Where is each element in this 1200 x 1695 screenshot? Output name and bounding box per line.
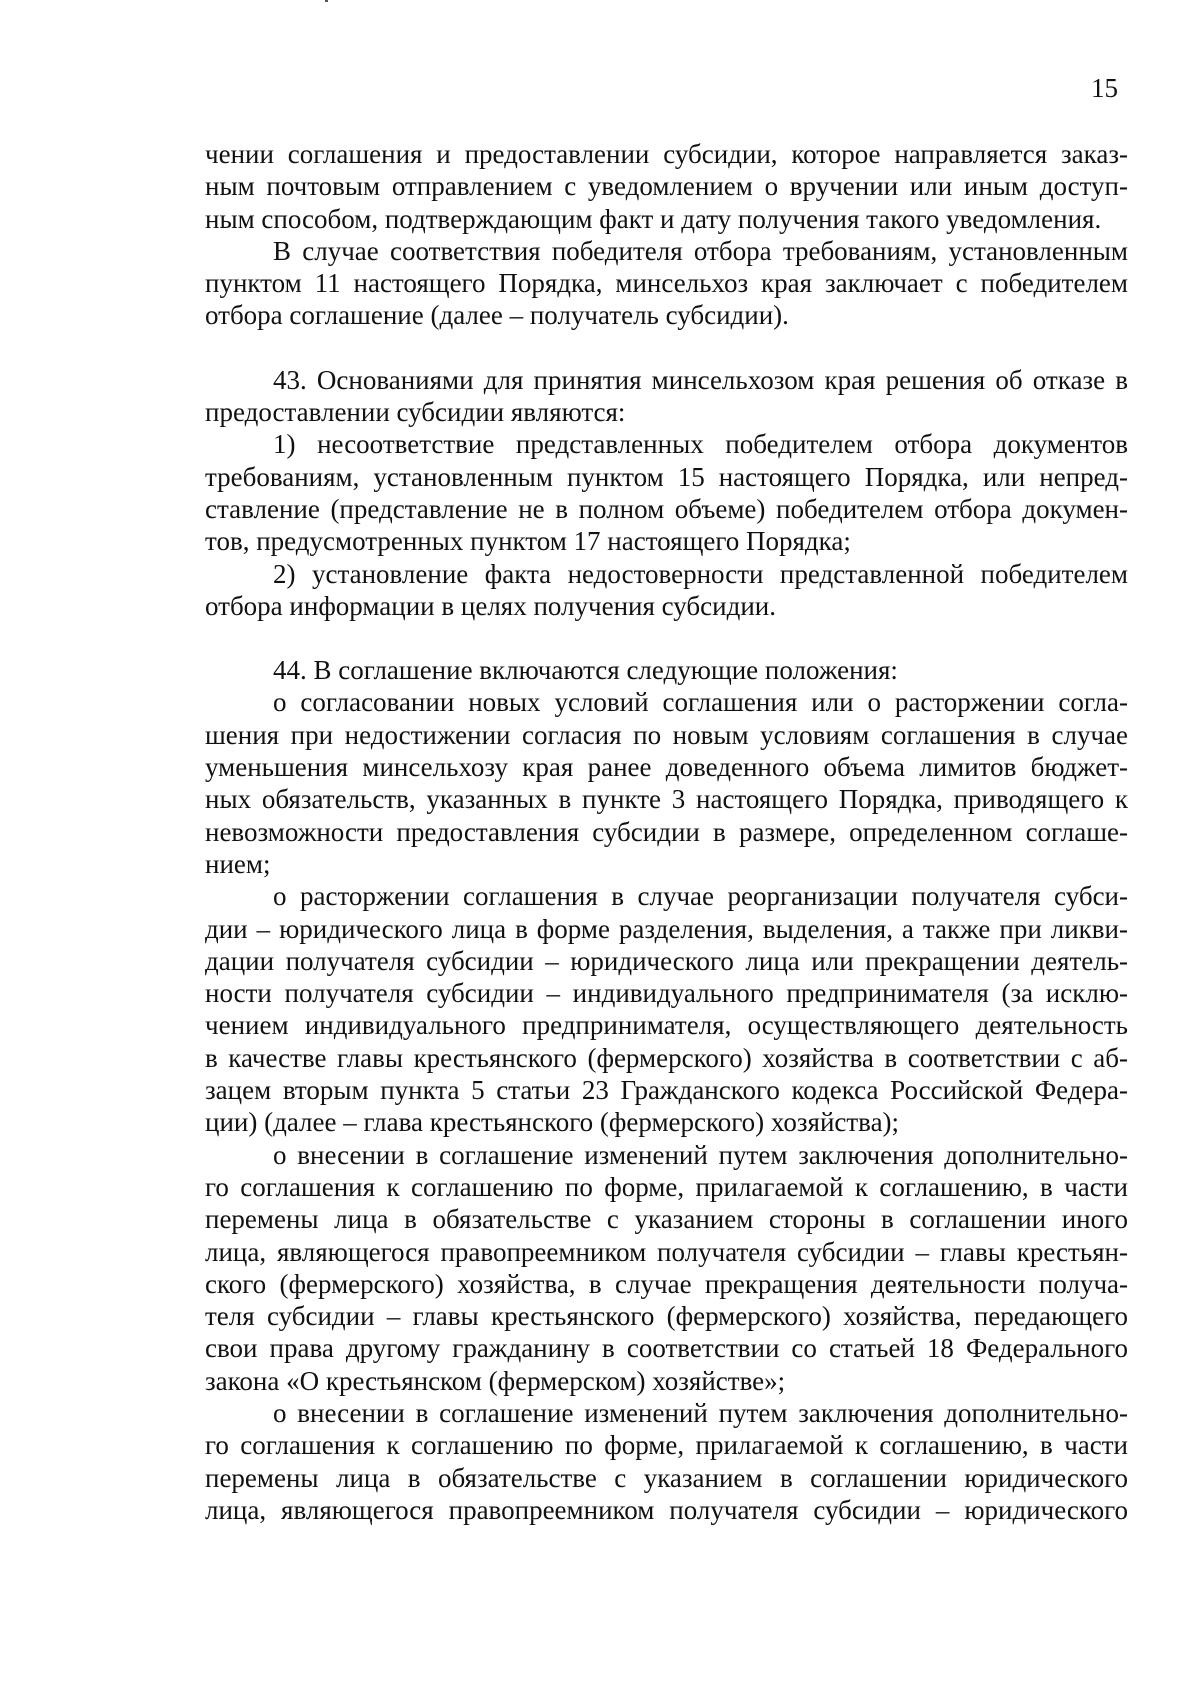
text-line: о расторжении соглашения в случае реорганизации получателя субси- [273,881,1128,912]
text-line: чением индивидуального предпринимателя, осуществляющего деятельность [205,1010,1128,1041]
text-line: предоставлении субсидии являются: [205,397,626,428]
text-line: 2) установление факта недостоверности представленной победителем [273,558,1128,589]
page-number: 15 [1091,73,1118,103]
paragraph [205,138,1128,235]
text-line: шения при недостижении согласия по новым условиям соглашения в случае [205,719,1128,750]
text-line: ции) (далее – глава крестьянского (фермерского) хозяйства); [205,1107,900,1138]
paragraph [205,686,1128,880]
text-line: о внесении в соглашение изменений путем заключения дополнительно- [273,1397,1128,1428]
text-line: требованиям, установленным пунктом 15 настоящего Порядка, или непред- [205,461,1128,492]
text-line: дии – юридического лица в форме разделения, выделения, а также при ликви- [205,913,1128,944]
text-line: отбора информации в целях получения субсидии. [205,590,776,621]
text-line: тов, предусмотренных пунктом 17 настоящего Порядка; [205,526,851,557]
text-line: ным способом, подтверждающим факт и дату получения такого уведомления. [205,203,1102,234]
text-line: перемены лица в обязательстве с указанием стороны в соглашении иного [205,1204,1128,1235]
text-line: ского (фермерского) хозяйства, в случае прекращения деятельности получа- [205,1268,1128,1299]
paragraph [205,428,1128,557]
paragraph [205,1397,1128,1526]
text-line: дации получателя субсидии – юридического лица или прекращении деятель- [205,945,1128,976]
text-line: го соглашения к соглашению по форме, прилагаемой к соглашению, в части [205,1171,1128,1202]
text-line: закона «О крестьянском (фермерском) хозяйстве»; [205,1365,786,1396]
text-line: ных обязательств, указанных в пункте 3 настоящего Порядка, приводящего к [205,784,1128,815]
paragraph [205,880,1128,1138]
document-body [205,138,1128,1526]
text-line: отбора соглашение (далее – получатель субсидии). [205,300,789,331]
text-line: перемены лица в обязательстве с указанием в соглашении юридического [205,1462,1128,1493]
text-line: о согласовании новых условий соглашения или о расторжении согла- [273,687,1128,718]
text-line: ным почтовым отправлением с уведомлением о вручении или иным доступ- [205,171,1128,202]
text-line: лица, являющегося правопреемником получателя субсидии – главы крестьян- [205,1236,1128,1267]
text-line: невозможности предоставления субсидии в размере, определенном соглаше- [205,816,1128,847]
text-line: нием; [205,848,271,879]
paragraph [205,235,1128,332]
text-line: теля субсидии – главы крестьянского (фермерского) хозяйства, передающего [205,1301,1128,1332]
text-line: 43. Основаниями для принятия минсельхозом края решения об отказе в [273,364,1128,395]
paragraph [205,558,1128,623]
text-line: свои права другому гражданину в соответствии со статьей 18 Федерального [205,1333,1128,1364]
text-line: В случае соответствия победителя отбора требованиям, установленным [273,235,1128,266]
text-line: го соглашения к соглашению по форме, прилагаемой к соглашению, в части [205,1430,1128,1461]
text-line: зацем вторым пункта 5 статьи 23 Гражданского кодекса Российской Федера- [205,1075,1128,1106]
scan-artifact [325,0,328,2]
text-line: пунктом 11 настоящего Порядка, минсельхоз края заключает с победителем [205,268,1128,299]
text-line: о внесении в соглашение изменений путем заключения дополнительно- [273,1139,1128,1170]
text-line: лица, являющегося правопреемником получателя субсидии – юридического [205,1494,1128,1525]
text-line: 44. В соглашение включаются следующие положения: [273,655,898,686]
paragraph [205,1139,1128,1397]
text-line: 1) несоответствие представленных победителем отбора документов [273,429,1128,460]
text-line: чении соглашения и предоставлении субсидии, которое направляется заказ- [205,139,1128,169]
text-line: ставление (представление не в полном объеме) победителем отбора докумен- [205,493,1128,524]
paragraph [205,654,1128,686]
text-line: в качестве главы крестьянского (фермерского) хозяйства в соответствии с аб- [205,1042,1128,1073]
paragraph [205,364,1128,429]
text-line: уменьшения минсельхозу края ранее доведенного объема лимитов бюджет- [205,752,1128,783]
text-line: ности получателя субсидии – индивидуального предпринимателя (за исклю- [205,978,1128,1009]
